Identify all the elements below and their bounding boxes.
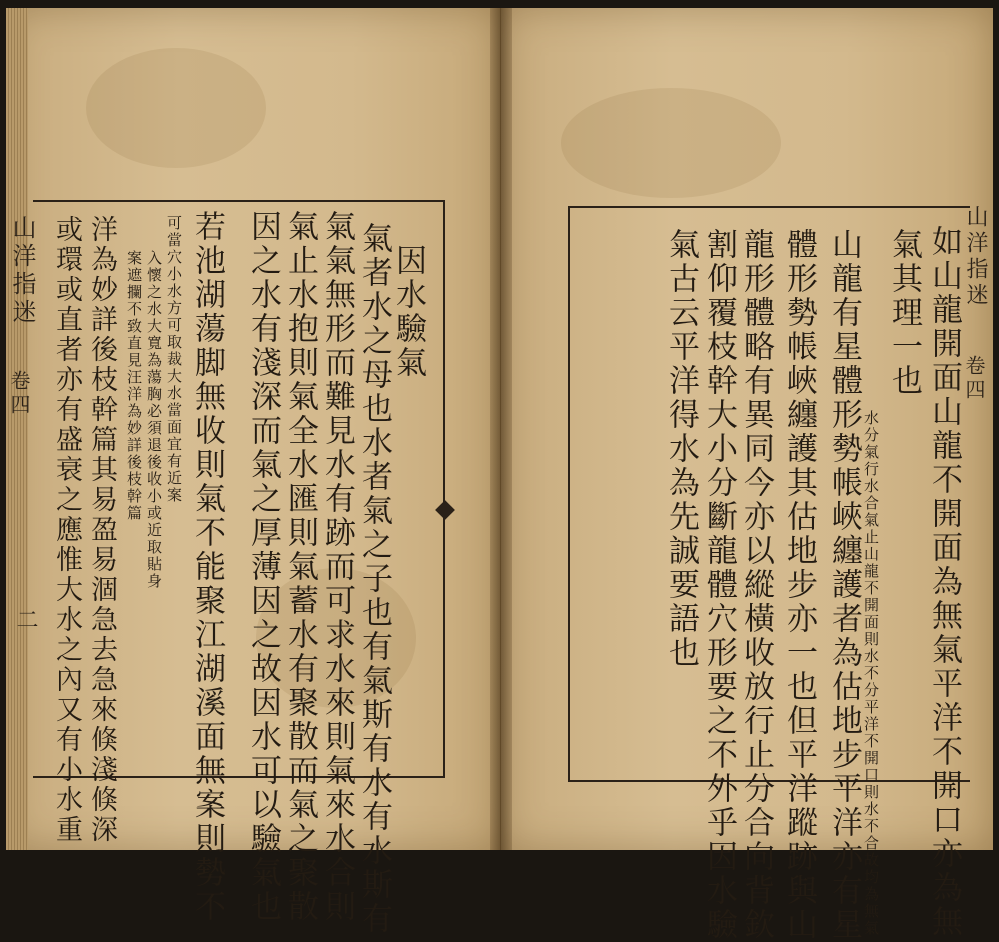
text-column: 如山龍開面山龍不開面為無氣平洋不開口亦為無 <box>926 225 962 939</box>
text-column: 氣氣無形而難見水有跡而可求水來則氣來水合則 <box>319 210 355 924</box>
text-column: 山龍有星體形勢帳峽纏護者為估地步平洋亦有星 <box>826 228 862 942</box>
text-column: 若池湖蕩脚無收則氣不能聚江湖溪面無案則勢不 <box>189 210 225 924</box>
text-column: 割仰覆枝幹大小分斷龍體穴形要之不外乎因水驗 <box>701 228 737 942</box>
text-column: 氣古云平洋得水為先誠要語也 <box>663 228 699 670</box>
right-volume-label: 卷四 <box>962 355 986 403</box>
annotation-column: 可當穴小水方可取裁大水當面宜有近案 <box>165 215 183 504</box>
text-column: 因之水有淺深而氣之厚薄因之故因水可以驗氣也 <box>245 210 281 924</box>
text-column: 因水驗氣 <box>390 244 426 380</box>
paper-stain <box>561 88 781 198</box>
page-number: 二 <box>13 608 38 630</box>
annotation-column: 案遮攔不致直見汪洋為妙詳後枝幹篇 <box>125 250 143 522</box>
right-margin-title: 山洋指迷 <box>963 205 988 309</box>
right-frame-rule <box>568 206 570 778</box>
left-margin-title: 山洋指迷 <box>8 215 36 327</box>
text-column: 體形勢帳峽纏護其估地步亦一也但平洋蹤跡與山 <box>781 228 817 942</box>
page-edges <box>6 8 28 850</box>
annotation-column: 水分氣行水合氣止山龍不開面則水不分平洋不開口則水不合故均為無氣 <box>862 410 880 937</box>
annotation-column: 入懷之水大寬為蕩胸必須退後收小或近取貼身 <box>145 250 163 590</box>
text-column: 龍形體略有異同今亦以縱橫收放行止分合向背欽 <box>738 228 774 942</box>
book-gutter <box>490 8 512 850</box>
text-column: 氣者水之母也水者氣之子也有氣斯有水有水斯有 <box>356 222 392 936</box>
paper-stain <box>86 48 266 168</box>
left-volume-label: 卷四 <box>7 370 31 418</box>
text-column: 或環或直者亦有盛衰之應惟大水之內又有小水重 <box>51 215 82 845</box>
text-column: 氣止水抱則氣全水匯則氣蓄水有聚散而氣之聚散 <box>282 210 318 924</box>
text-column: 氣其理一也 <box>886 228 922 398</box>
text-column: 洋為妙詳後枝幹篇其易盈易涸急去急來倏淺倏深 <box>86 215 117 845</box>
